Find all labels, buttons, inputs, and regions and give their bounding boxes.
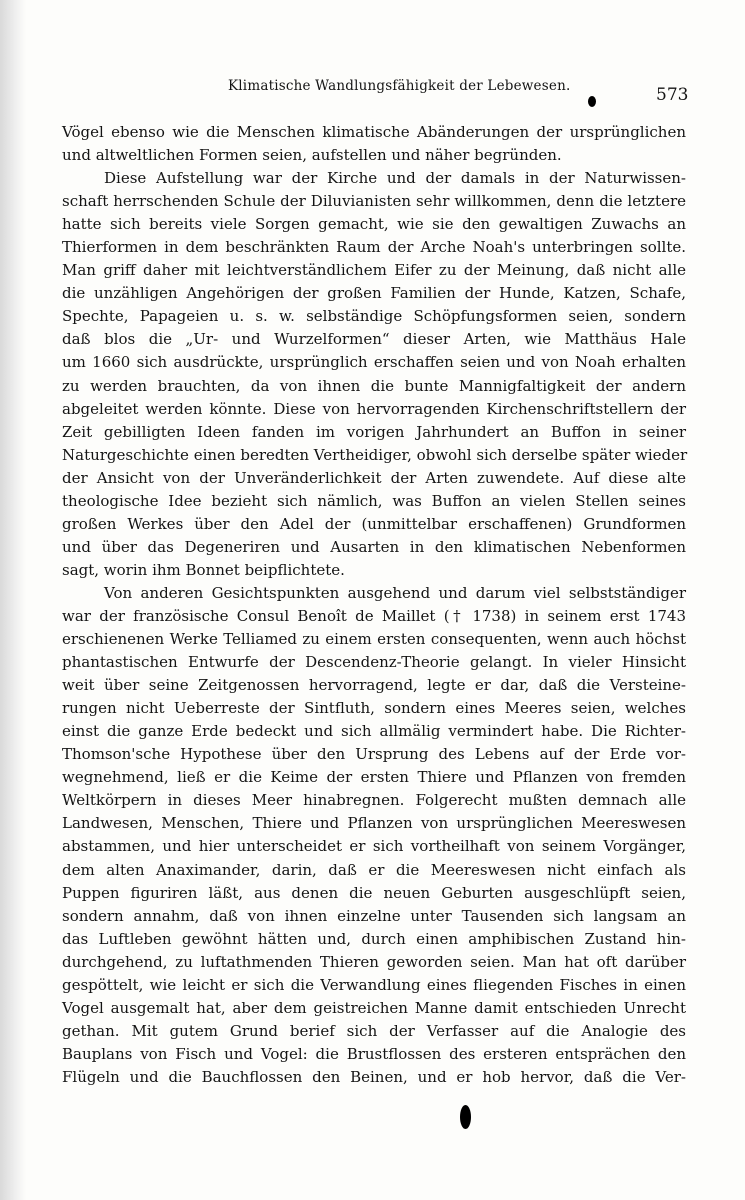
text-line: erschienenen Werke Telliamed zu einem ersten consequenten, wenn auch höchst (62, 630, 686, 649)
text-line: gespöttelt, wie leicht er sich die Verwandlung eines fliegenden Fisches in einen (62, 975, 686, 994)
text-line: sagt, worin ihm Bonnet beipflichtete. (62, 560, 345, 579)
text-line: und altweltlichen Formen seien, aufstellen und näher begründen. (62, 146, 562, 165)
text-line: Zeit gebilligten Ideen fanden im vorigen Jahrhundert an Buffon in seiner (62, 422, 686, 441)
text-line: Vögel ebenso wie die Menschen klimatische Abänderungen der ursprünglichen (62, 123, 686, 141)
text-line: schaft herrschenden Schule der Diluvianisten sehr willkommen, denn die letztere (62, 192, 686, 211)
body-text (62, 121, 686, 1089)
text-line: Man griff daher mit leichtverständlichem Eifer zu der Meinung, daß nicht alle (62, 261, 686, 280)
text-line: rungen nicht Ueberreste der Sintfluth, sondern eines Meeres seien, welches (62, 699, 686, 718)
text-line: Vogel ausgemalt hat, aber dem geistreichen Manne damit entschieden Unrecht (62, 998, 686, 1017)
text-line: und über das Degeneriren und Ausarten in den klimatischen Nebenformen (62, 537, 686, 556)
text-line: Thomson'sche Hypothese über den Ursprung des Lebens auf der Erde vor- (62, 745, 686, 764)
text-line: war der französische Consul Benoît de Maillet († 1738) in seinem erst 1743 (62, 606, 686, 625)
text-line: einst die ganze Erde bedeckt und sich allmälig vermindert habe. Die Richter- (62, 722, 686, 741)
text-line: hatte sich bereits viele Sorgen gemacht, wie sie den gewaltigen Zuwachs an (62, 215, 686, 234)
text-line: Flügeln und die Bauchflossen den Beinen, und er hob hervor, daß die Ver- (62, 1067, 686, 1086)
text-line: Landwesen, Menschen, Thiere und Pflanzen von ursprünglichen Meereswesen (62, 814, 686, 833)
text-line: zu werden brauchten, da von ihnen die bunte Mannigfaltigkeit der andern (62, 376, 686, 395)
running-head: Klimatische Wandlungsfähigkeit der Lebewesen. (228, 78, 571, 94)
text-line: Spechte, Papageien u. s. w. selbständige Schöpfungsformen seien, sondern (62, 307, 686, 326)
text-line: Von anderen Gesichtspunkten ausgehend und darum viel selbstständiger (104, 583, 686, 602)
text-line: Naturgeschichte einen beredten Vertheidiger, obwohl sich derselbe später wieder (62, 445, 688, 464)
page-number: 573 (656, 85, 689, 105)
text-line: Diese Aufstellung war der Kirche und der damals in der Naturwissen- (104, 169, 686, 188)
text-line: abstammen, und hier unterscheidet er sich vortheilhaft von seinem Vorgänger, (62, 837, 686, 856)
text-line: der Ansicht von der Unveränderlichkeit der Arten zuwendete. Auf diese alte (62, 468, 686, 487)
text-line: durchgehend, zu luftathmenden Thieren geworden seien. Man hat oft darüber (62, 952, 686, 971)
text-line: sondern annahm, daß von ihnen einzelne unter Tausenden sich langsam an (62, 906, 686, 925)
text-line: Weltkörpern in dieses Meer hinabregnen. Folgerecht mußten demnach alle (62, 791, 686, 810)
page-gutter-shadow (0, 0, 26, 1200)
text-line: Puppen figuriren läßt, aus denen die neuen Geburten ausgeschlüpft seien, (62, 883, 686, 902)
text-line: wegnehmend, ließ er die Keime der ersten Thiere und Pflanzen von fremden (62, 768, 686, 787)
text-line: Bauplans von Fisch und Vogel: die Brustflossen des ersteren entsprächen den (62, 1044, 686, 1063)
text-line: um 1660 sich ausdrückte, ursprünglich erschaffen seien und von Noah erhalten (62, 353, 686, 372)
text-line: Thierformen in dem beschränkten Raum der Arche Noah's unterbringen sollte. (62, 238, 686, 257)
text-line: theologische Idee bezieht sich nämlich, was Buffon an vielen Stellen seines (62, 491, 686, 510)
text-line: dem alten Anaximander, darin, daß er die Meereswesen nicht einfach als (62, 860, 686, 879)
text-line: abgeleitet werden könnte. Diese von hervorragenden Kirchenschriftstellern der (62, 399, 686, 418)
ink-spot (460, 1105, 471, 1129)
text-line: daß blos die „Ur- und Wurzelformen“ dieser Arten, wie Matthäus Hale (62, 330, 686, 349)
text-line: gethan. Mit gutem Grund berief sich der Verfasser auf die Analogie des (62, 1021, 686, 1040)
text-line: die unzähligen Angehörigen der großen Familien der Hunde, Katzen, Schafe, (62, 284, 686, 303)
text-line: großen Werkes über den Adel der (unmittelbar erschaffenen) Grundformen (62, 514, 686, 533)
ink-spot (588, 96, 596, 107)
text-line: das Luftleben gewöhnt hätten und, durch einen amphibischen Zustand hin- (62, 929, 686, 948)
text-line: phantastischen Entwurfe der Descendenz-Theorie gelangt. In vieler Hinsicht (62, 653, 686, 672)
text-line: weit über seine Zeitgenossen hervorragend, legte er dar, daß die Versteine- (62, 676, 686, 695)
